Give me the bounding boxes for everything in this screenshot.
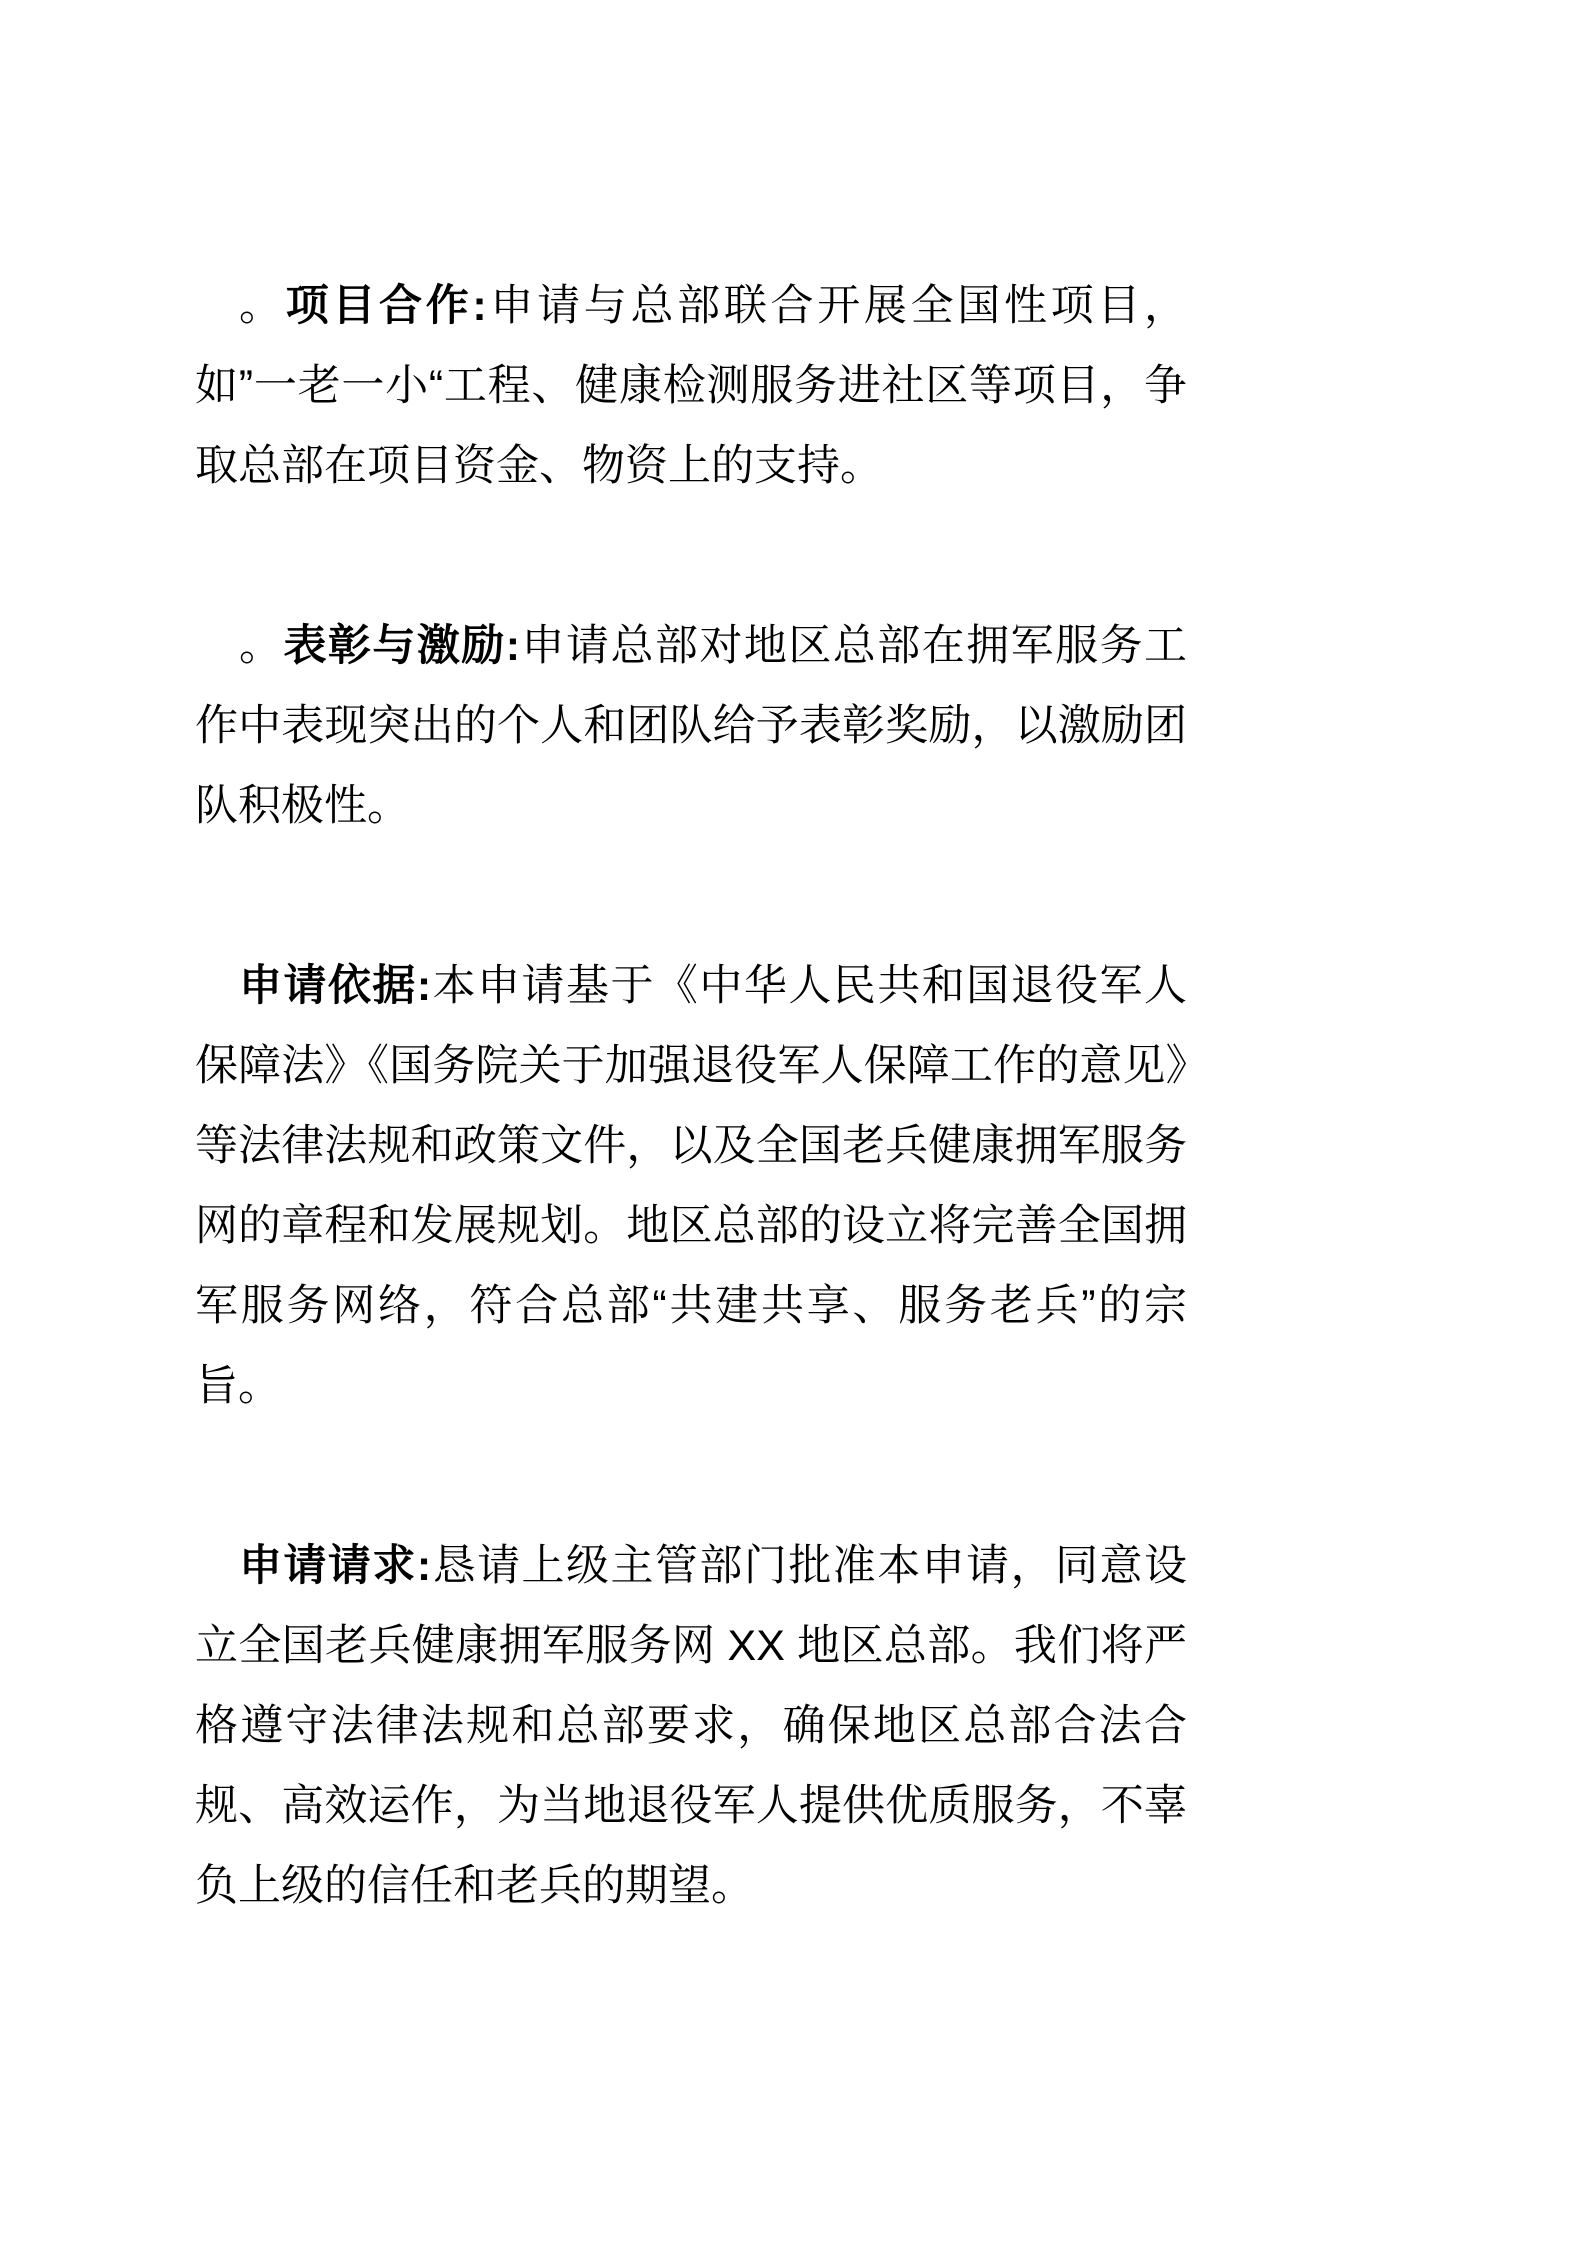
bullet-mark: 。 <box>239 282 286 330</box>
paragraph-label: 项目合作: <box>285 282 487 330</box>
paragraph-label: 表彰与激励: <box>283 622 521 670</box>
paragraph-text: 恳请上级主管部门批准本申请，同意设立全国老兵健康拥军服务网 XX 地区总部。我们将严格遵守法律法规和总部要求，确保地区总部合法合规、高效运作，为当地退役军人提供优质服务，不辜负上级的信任和老兵的期望。 <box>195 1542 1188 1910</box>
paragraph-text: 申请与总部联合开展全国性项目，如”一老一小“工程、健康检测服务进社区等项目，争取总部在项目资金、物资上的支持。 <box>195 282 1188 490</box>
paragraph-text: 申请总部对地区总部在拥军服务工作中表现突出的个人和团队给予表彰奖励，以激励团队积极性。 <box>195 622 1188 830</box>
paragraph-label: 申请请求: <box>239 1542 432 1590</box>
paragraph <box>195 606 1187 846</box>
bullet-mark: 。 <box>239 622 284 670</box>
paragraph-label: 申请依据: <box>239 962 432 1010</box>
document-text-block <box>195 266 1187 1926</box>
paragraph <box>195 266 1187 506</box>
paragraph <box>195 946 1187 1426</box>
paragraph-text: 本申请基于《中华人民共和国退役军人保障法》《国务院关于加强退役军人保障工作的意见》等法律法规和政策文件，以及全国老兵健康拥军服务网的章程和发展规划。地区总部的设立将完善全国拥军服务网络，符合总部“共建共享、服务老兵”的宗旨。 <box>195 962 1188 1410</box>
paragraph <box>195 1526 1187 1926</box>
